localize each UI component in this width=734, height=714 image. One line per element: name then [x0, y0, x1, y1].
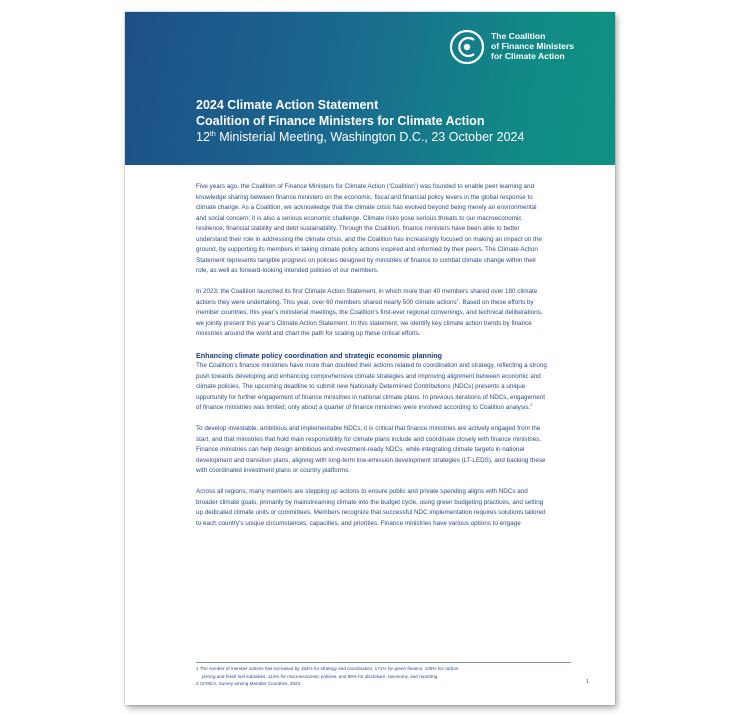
paragraph-2	[196, 287, 548, 340]
paragraph-3	[196, 361, 548, 414]
paragraph-5: Across all regions, many members are stepping up actions to ensure public and private spending aligns with NDCs and broader climate goals, primarily by mainstreaming climate into the budget cycle, using green budgeting practices, and setting up dedicated climate units or committees. Members recognize that successful NDC implementation requires solutions tailored to each country’s unique circumstances, capacities, and priorities. Finance ministries have various options to engage	[196, 488, 546, 527]
footnotes	[196, 665, 556, 688]
coalition-logo	[448, 28, 608, 68]
coalition-logo-icon	[448, 28, 486, 66]
section-heading: Enhancing climate policy coordination and strategic economic planning	[196, 351, 443, 360]
paragraph-2-text-b: . Based on these efforts by member countries, this year’s ministerial meetings, the Coalition’s first-ever regional convenings, and technical deliberations, we jointly present this year’s Climate Action Statement. In this statement, we identify key climate action trends by finance ministries around the world and chart the path for scaling up these critical efforts.	[196, 298, 543, 337]
title-block	[196, 98, 524, 146]
header-banner	[125, 12, 615, 165]
document-title: 2024 Climate Action Statement	[196, 98, 379, 112]
logo-text-line-1: The Coalition	[491, 31, 546, 41]
footnote-1-line-2: pricing and fossil fuel subsidies, 114% for macroeconomic policies, and 88% for disclosure, taxonomy, and reporting.	[202, 673, 439, 679]
paragraph-3-text: The Coalition’s finance ministries have more than doubled their actions related to coordination and strategy, reflecting a strong push towards developing and enhancing comprehensive climate strategies and improving alignment between economic and climate policies. The upcoming deadline to submit new Nationally Determined Contributions (NDCs) presents a unique opportunity for further engagement of finance ministries in national climate plans. In previous iterations of NDCs, engagement of finance ministries was limited; only about a quarter of finance ministries were involved according to Coalition analysis.	[196, 362, 547, 411]
page-number: 1	[586, 679, 589, 685]
footnote-ref-2[interactable]: 2	[530, 402, 533, 407]
meeting-details: Ministerial Meeting, Washington D.C., 23 October 2024	[215, 130, 525, 144]
meeting-subtitle	[196, 129, 524, 146]
logo-text-line-3: for Climate Action	[491, 50, 565, 61]
organization-title: Coalition of Finance Ministers for Climate Action	[196, 113, 485, 128]
paragraph-1: Five years ago, the Coalition of Finance Ministers for Climate Action (‘Coalition’) was founded to enable peer learning and knowledge sharing between finance ministers on the economic, fiscal and financial policy levers in the global response to climate change. As a Coalition, we acknowledge that the climate crisis has evolved beyond being merely an environmental and social concern; it is also a serious economic challenge. Climate risks pose serious threats to our macroeconomic resilience, financial stability and debt sustainability. Through the Coalition, finance ministers have been able to better understand their role in addressing the climate crisis, and the Coalition has increasingly focused on making an impact on the ground, by supporting its members in taking climate policy actions inspired and informed by their peers. The Climate Action Statement represents tangible progress on policies designed by ministries of finance to combat climate change within their role, as well as forward-looking intended policies of our members.	[196, 183, 542, 274]
meeting-number: 12	[196, 130, 210, 144]
meeting-number-suffix: th	[209, 131, 216, 138]
footnote-divider	[196, 662, 571, 663]
paragraph-2-text-a: In 2023, the Coalition launched its first Climate Action Statement, in which more than 40 members shared over 180 climate actions they were undertaking. This year, over 60 members shared nearly 500 climate actions	[196, 288, 538, 306]
logo-text	[491, 32, 611, 61]
footnote-2: 2 CFMCA, Survey among Member Countries, 2022.	[196, 681, 302, 687]
document-page	[125, 12, 615, 705]
body-text	[196, 182, 548, 540]
paragraph-4: To develop investable, ambitious and implementable NDCs, it is critical that finance ministries are actively engaged from the start, and that ministries that hold main responsibility for climate plans include and coordinate closely with finance ministries. Finance ministries can help design ambitious and investment-ready NDCs, while integrating climate targets in national development and transition plans, aligning with long-term low-emission development strategies (LT-LEDS), and backing these with coordinated investment plans or country platforms.	[196, 425, 546, 474]
logo-text-line-2: of Finance Ministers	[491, 40, 575, 51]
footnote-ref-1[interactable]: 1	[456, 296, 459, 302]
footnote-1-line-1: 1 The number of member actions has increased by 154% for strategy and coordination, 171% for green finance, 136% for carbon	[196, 666, 459, 671]
